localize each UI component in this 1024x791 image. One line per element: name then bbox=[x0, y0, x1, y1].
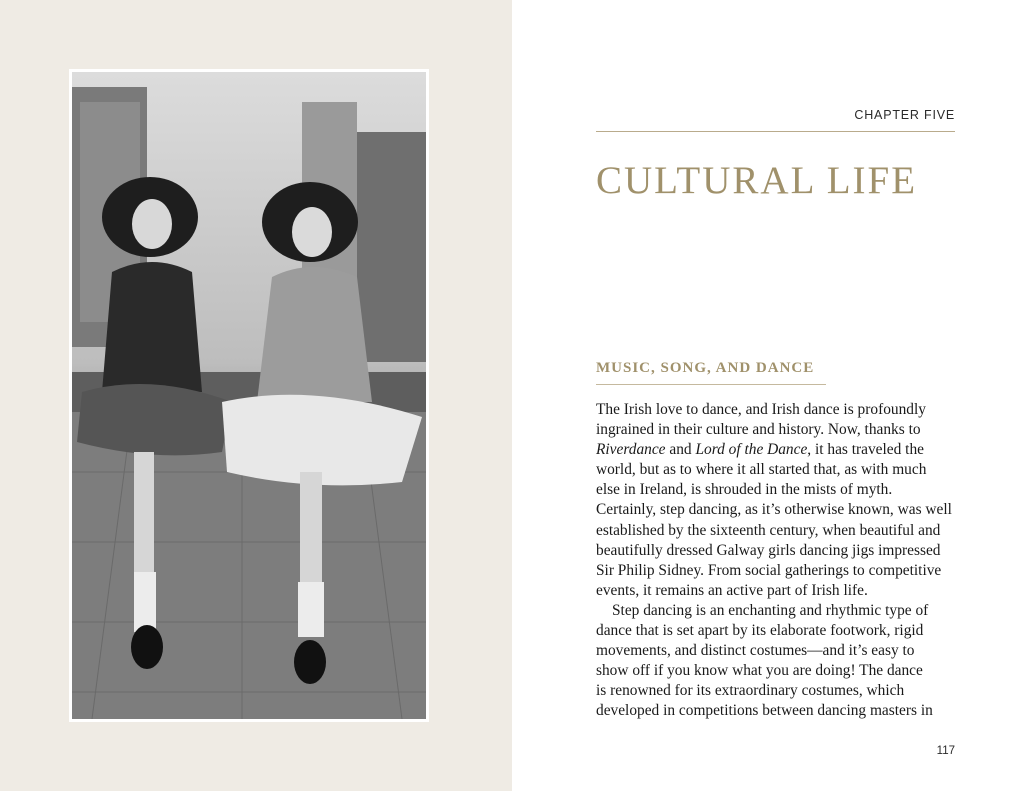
paragraph-2 bbox=[596, 601, 962, 722]
chapter-title: CULTURAL LIFE bbox=[596, 159, 918, 202]
text-line: developed in competitions between dancing masters in bbox=[596, 702, 933, 720]
body-text bbox=[596, 400, 962, 722]
title-riverdance: Riverdance bbox=[596, 441, 666, 459]
text-line bbox=[596, 440, 962, 460]
irish-dancers-photo bbox=[72, 72, 426, 719]
paragraph-1 bbox=[596, 400, 962, 601]
text-line: show off if you know what you are doing! The dance bbox=[596, 662, 923, 680]
page-number: 117 bbox=[936, 745, 955, 757]
text-line: movements, and distinct costumes—and it’s easy to bbox=[596, 642, 915, 660]
text-line: world, but as to where it all started that, as with much bbox=[596, 461, 927, 479]
section-heading: MUSIC, SONG, AND DANCE bbox=[596, 360, 815, 376]
text-line: The Irish love to dance, and Irish dance is profoundly bbox=[596, 401, 926, 418]
photo-frame bbox=[69, 69, 429, 722]
text-line: Certainly, step dancing, as it’s otherwise known, was well bbox=[596, 501, 952, 519]
text-line: ingrained in their culture and history. Now, thanks to bbox=[596, 421, 921, 439]
text-line: else in Ireland, is shrouded in the mists of myth. bbox=[596, 481, 893, 499]
text-line: dance that is set apart by its elaborate footwork, rigid bbox=[596, 622, 924, 640]
text-fragment: and bbox=[665, 441, 696, 459]
text-fragment: , it has traveled the bbox=[807, 441, 924, 459]
text-line: events, it remains an active part of Irish life. bbox=[596, 581, 868, 599]
text-line: established by the sixteenth century, when beautiful and bbox=[596, 521, 941, 539]
text-line: beautifully dressed Galway girls dancing jigs impressed bbox=[596, 541, 941, 559]
chapter-label: CHAPTER FIVE bbox=[854, 108, 955, 122]
text-line: Step dancing is an enchanting and rhythmic type of bbox=[612, 601, 929, 619]
right-page bbox=[512, 0, 1024, 791]
chapter-rule bbox=[596, 131, 955, 132]
section-rule bbox=[596, 384, 826, 385]
text-line: Sir Philip Sidney. From social gatherings to competitive bbox=[596, 561, 942, 579]
text-line: is renowned for its extraordinary costumes, which bbox=[596, 682, 905, 700]
title-lord-of-the-dance: Lord of the Dance bbox=[695, 441, 808, 459]
